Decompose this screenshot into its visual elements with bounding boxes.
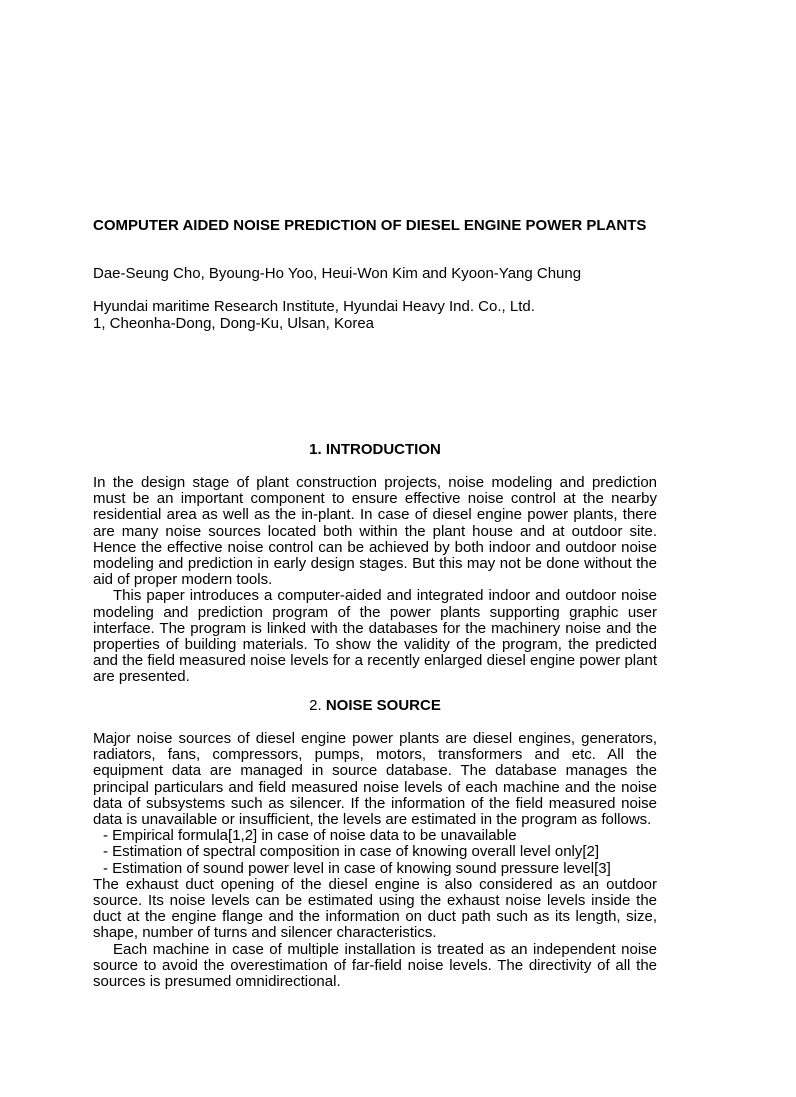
paper-title: COMPUTER AIDED NOISE PREDICTION OF DIESEL ENGINE POWER PLANTS bbox=[93, 217, 647, 234]
affiliation-line-1: Hyundai maritime Research Institute, Hyundai Heavy Ind. Co., Ltd. bbox=[93, 298, 535, 315]
affiliation-line-2: 1, Cheonha-Dong, Dong-Ku, Ulsan, Korea bbox=[93, 315, 375, 332]
noise-paragraph-3: Each machine in case of multiple installation is treated as an independent noise source to avoid the overestimation of far-field noise levels. The directivity of all the sources is presumed omnidirectional. bbox=[93, 940, 657, 991]
noise-source-body bbox=[93, 731, 657, 990]
section-1-heading: 1. INTRODUCTION bbox=[309, 441, 441, 458]
bullet-item: - Estimation of spectral composition in case of knowing overall level only[2] bbox=[103, 843, 600, 861]
intro-paragraph-2: This paper introduces a computer-aided and integrated indoor and outdoor noise modeling and prediction program of the power plants supporting graphic user interface. The program is linked with the databases for the machinery noise and the properties of building materials. To show the validity of the program, the predicted and the field measured noise levels for a recently enlarged diesel engine power plant are presented. bbox=[93, 587, 657, 686]
introduction-body bbox=[93, 475, 657, 686]
bullet-item: - Empirical formula[1,2] in case of noise data to be unavailable bbox=[103, 827, 517, 845]
intro-paragraph-1: In the design stage of plant construction projects, noise modeling and prediction must be an important component to ensure effective noise control at the nearby residential area as well as the in-plant. In case of diesel engine power plants, there are many noise sources located both within the plant house and at outdoor site. Hence the effective noise control can be achieved by both indoor and outdoor noise modeling and prediction in early design stages. But this may not be done without the aid of proper modern tools. bbox=[93, 474, 657, 589]
noise-paragraph-1: Major noise sources of diesel engine power plants are diesel engines, generators, radiators, fans, compressors, pumps, motors, transformers and etc. All the equipment data are managed in source database. The database manages the principal particulars and field measured noise levels of each machine and the noise data of subsystems such as silencer. If the information of the field measured noise data is unavailable or insufficient, the levels are estimated in the program as follows. bbox=[93, 730, 657, 829]
noise-paragraph-2: The exhaust duct opening of the diesel engine is also considered as an outdoor source. Its noise levels can be estimated using the exhaust noise levels inside the duct at the engine flange and the information on duct path such as its length, size, shape, number of turns and silencer characteristics. bbox=[93, 875, 657, 942]
section-2-number: 2. bbox=[309, 697, 322, 714]
section-2-heading bbox=[93, 697, 657, 715]
section-2-title: NOISE SOURCE bbox=[325, 697, 441, 714]
bullet-item: - Estimation of sound power level in case of knowing sound pressure level[3] bbox=[103, 859, 611, 877]
author-list: Dae-Seung Cho, Byoung-Ho Yoo, Heui-Won Kim and Kyoon-Yang Chung bbox=[93, 265, 582, 282]
affiliation bbox=[93, 298, 657, 332]
